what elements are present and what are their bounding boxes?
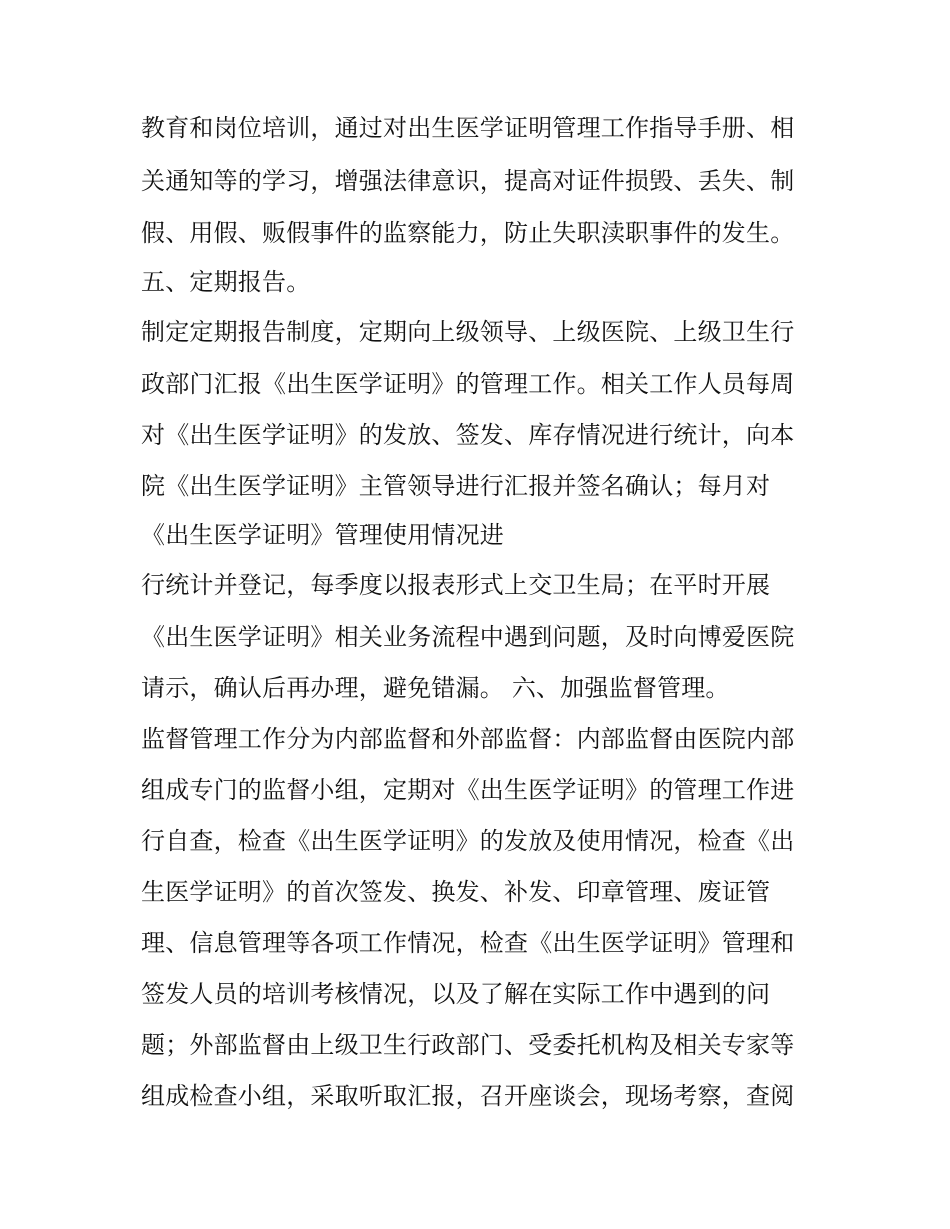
- section-heading-5: 五、定期报告。: [141, 268, 311, 296]
- text-line: 政部门汇报《出生医学证明》的管理工作。相关工作人员每周: [141, 370, 795, 398]
- text-line: 生医学证明》的首次签发、换发、补发、印章管理、废证管: [141, 878, 771, 906]
- text-line: 组成专门的监督小组，定期对《出生医学证明》的管理工作进: [141, 776, 795, 804]
- text-line-with-section-heading-6: 请示，确认后再办理，避免错漏。 六、加强监督管理。: [141, 674, 730, 702]
- text-line: 关通知等的学习，增强法律意识，提高对证件损毁、丢失、制: [141, 167, 795, 195]
- text-line: 行自查，检查《出生医学证明》的发放及使用情况，检查《出: [141, 827, 795, 855]
- text-line: 院《出生医学证明》主管领导进行汇报并签名确认；每月对: [141, 472, 771, 500]
- text-line: 教育和岗位培训，通过对出生医学证明管理工作指导手册、相: [141, 114, 795, 142]
- text-line: 组成检查小组，采取听取汇报，召开座谈会，现场考察，查阅: [141, 1082, 795, 1110]
- text-line: 理、信息管理等各项工作情况，检查《出生医学证明》管理和: [141, 929, 795, 957]
- text-line: 假、用假、贩假事件的监察能力，防止失职渎职事件的发生。: [141, 219, 795, 247]
- text-line: 题；外部监督由上级卫生行政部门、受委托机构及相关专家等: [141, 1031, 795, 1059]
- text-line: 《出生医学证明》管理使用情况进: [141, 521, 504, 549]
- text-line: 监督管理工作分为内部监督和外部监督：内部监督由医院内部: [141, 725, 795, 753]
- text-line: 《出生医学证明》相关业务流程中遇到问题，及时向博爱医院: [141, 623, 795, 651]
- text-line: 行统计并登记，每季度以报表形式上交卫生局；在平时开展: [141, 571, 771, 599]
- text-line: 对《出生医学证明》的发放、签发、库存情况进行统计，向本: [141, 421, 795, 449]
- text-line: 签发人员的培训考核情况，以及了解在实际工作中遇到的问: [141, 980, 771, 1008]
- text-line: 制定定期报告制度，定期向上级领导、上级医院、上级卫生行: [141, 318, 795, 346]
